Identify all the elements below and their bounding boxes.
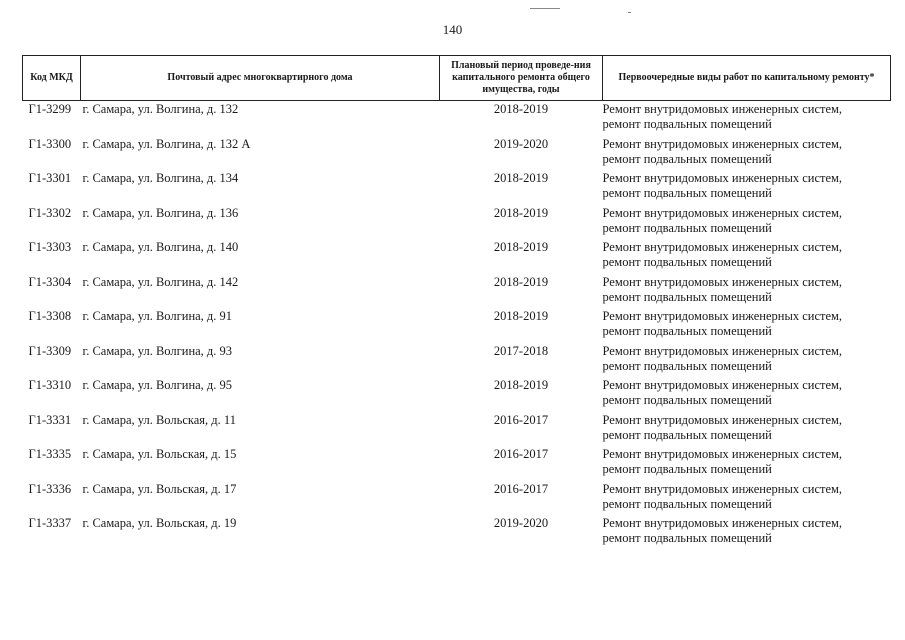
row-works-line-1: Ремонт внутридомовых инженерных систем, [602,412,843,427]
row-period: 2018-2019 [493,309,549,323]
row-works [603,206,891,241]
row-works [603,482,891,517]
scan-mark [530,8,560,9]
row-period: 2018-2019 [493,171,549,185]
table-row [23,171,891,206]
row-works-line-1: Ремонт внутридомовых инженерных систем, [602,516,843,530]
table-row [23,137,891,172]
row-works-line-2: ремонт подвальных помещений [602,289,772,304]
row-period: 2017-2018 [493,343,549,358]
row-works-line-2: ремонт подвальных помещений [602,462,772,476]
row-code: Г1-3301 [28,171,72,185]
row-code: Г1-3299 [28,102,72,116]
table-row [23,206,891,241]
row-address: г. Самара, ул. Волгина, д. 136 [82,205,239,220]
row-works-line-1: Ремонт внутридомовых инженерных систем, [602,102,843,116]
row-works [603,413,891,448]
row-period: 2019-2020 [493,136,549,151]
row-period: 2019-2020 [493,516,549,530]
table-header-row [23,56,891,101]
header-period: Плановый период проведе-ния капитального ремонта общего имущества, годы [440,56,603,101]
row-works [603,240,891,275]
row-period: 2018-2019 [493,102,549,116]
row-works-line-2: ремонт подвальных помещений [602,220,772,235]
row-address: г. Самара, ул. Волгина, д. 140 [82,240,239,254]
row-code: Г1-3335 [28,447,72,461]
row-works [603,378,891,413]
row-works-line-2: ремонт подвальных помещений [602,186,772,200]
row-period: 2016-2017 [493,412,549,427]
row-address: г. Самара, ул. Волгина, д. 132 [82,102,239,116]
scan-mark [628,12,631,13]
row-works-line-2: ремонт подвальных помещений [602,117,772,131]
row-address: г. Самара, ул. Волгина, д. 132 А [82,136,251,151]
row-works [603,344,891,379]
row-works-line-2: ремонт подвальных помещений [602,255,772,269]
row-code: Г1-3308 [28,309,72,323]
table-row [23,101,891,137]
row-address: г. Самара, ул. Вольская, д. 19 [82,516,237,530]
row-address: г. Самара, ул. Волгина, д. 95 [82,378,233,392]
row-works-line-2: ремонт подвальных помещений [602,151,772,166]
row-works-line-1: Ремонт внутридомовых инженерных систем, [602,171,843,185]
row-address: г. Самара, ул. Волгина, д. 91 [82,309,233,323]
row-works-line-2: ремонт подвальных помещений [602,531,772,545]
table-row [23,275,891,310]
header-code: Код МКД [23,56,81,101]
row-works-line-1: Ремонт внутридомовых инженерных систем, [602,309,843,323]
row-code: Г1-3309 [28,343,72,358]
row-period: 2018-2019 [493,274,549,289]
row-works-line-2: ремонт подвальных помещений [602,427,772,442]
row-period: 2018-2019 [493,205,549,220]
row-works-line-1: Ремонт внутридомовых инженерных систем, [602,240,843,254]
table-row [23,413,891,448]
row-code: Г1-3337 [28,516,72,530]
row-code: Г1-3302 [28,205,72,220]
row-address: г. Самара, ул. Вольская, д. 15 [82,447,237,461]
page-number: 140 [442,22,463,37]
row-period: 2018-2019 [493,240,549,254]
row-period: 2016-2017 [493,447,549,461]
table-row [23,516,891,551]
row-works [603,137,891,172]
row-works-line-2: ремонт подвальных помещений [602,496,772,511]
header-works: Первоочередные виды работ по капитальному ремонту* [603,56,891,101]
row-address: г. Самара, ул. Волгина, д. 93 [82,343,233,358]
row-works [603,447,891,482]
row-code: Г1-3300 [28,136,72,151]
table-row [23,309,891,344]
row-code: Г1-3310 [28,378,72,392]
row-code: Г1-3336 [28,481,72,496]
row-works-line-2: ремонт подвальных помещений [602,324,772,338]
row-works-line-1: Ремонт внутридомовых инженерных систем, [602,447,843,461]
table-row [23,240,891,275]
row-works-line-1: Ремонт внутридомовых инженерных систем, [602,481,843,496]
table-row [23,482,891,517]
table-row [23,344,891,379]
row-works-line-2: ремонт подвальных помещений [602,358,772,373]
table-row [23,447,891,482]
row-works-line-2: ремонт подвальных помещений [602,393,772,407]
row-works-line-1: Ремонт внутридомовых инженерных систем, [602,274,843,289]
row-works [603,275,891,310]
row-code: Г1-3303 [28,240,72,254]
header-address: Почтовый адрес многоквартирного дома [81,56,440,101]
row-period: 2018-2019 [493,378,549,392]
row-works-line-1: Ремонт внутридомовых инженерных систем, [602,378,843,392]
row-address: г. Самара, ул. Вольская, д. 17 [82,481,237,496]
row-works-line-1: Ремонт внутридомовых инженерных систем, [602,343,843,358]
row-works [603,516,891,551]
row-works [603,171,891,206]
row-works [603,309,891,344]
repair-register-table [22,55,891,551]
row-code: Г1-3331 [28,412,72,427]
row-works [603,101,891,137]
row-works-line-1: Ремонт внутридомовых инженерных систем, [602,205,843,220]
table-row [23,378,891,413]
row-period: 2016-2017 [493,481,549,496]
row-address: г. Самара, ул. Волгина, д. 134 [82,171,239,185]
row-address: г. Самара, ул. Волгина, д. 142 [82,274,239,289]
row-works-line-1: Ремонт внутридомовых инженерных систем, [602,136,843,151]
row-code: Г1-3304 [28,274,72,289]
row-address: г. Самара, ул. Вольская, д. 11 [82,412,236,427]
